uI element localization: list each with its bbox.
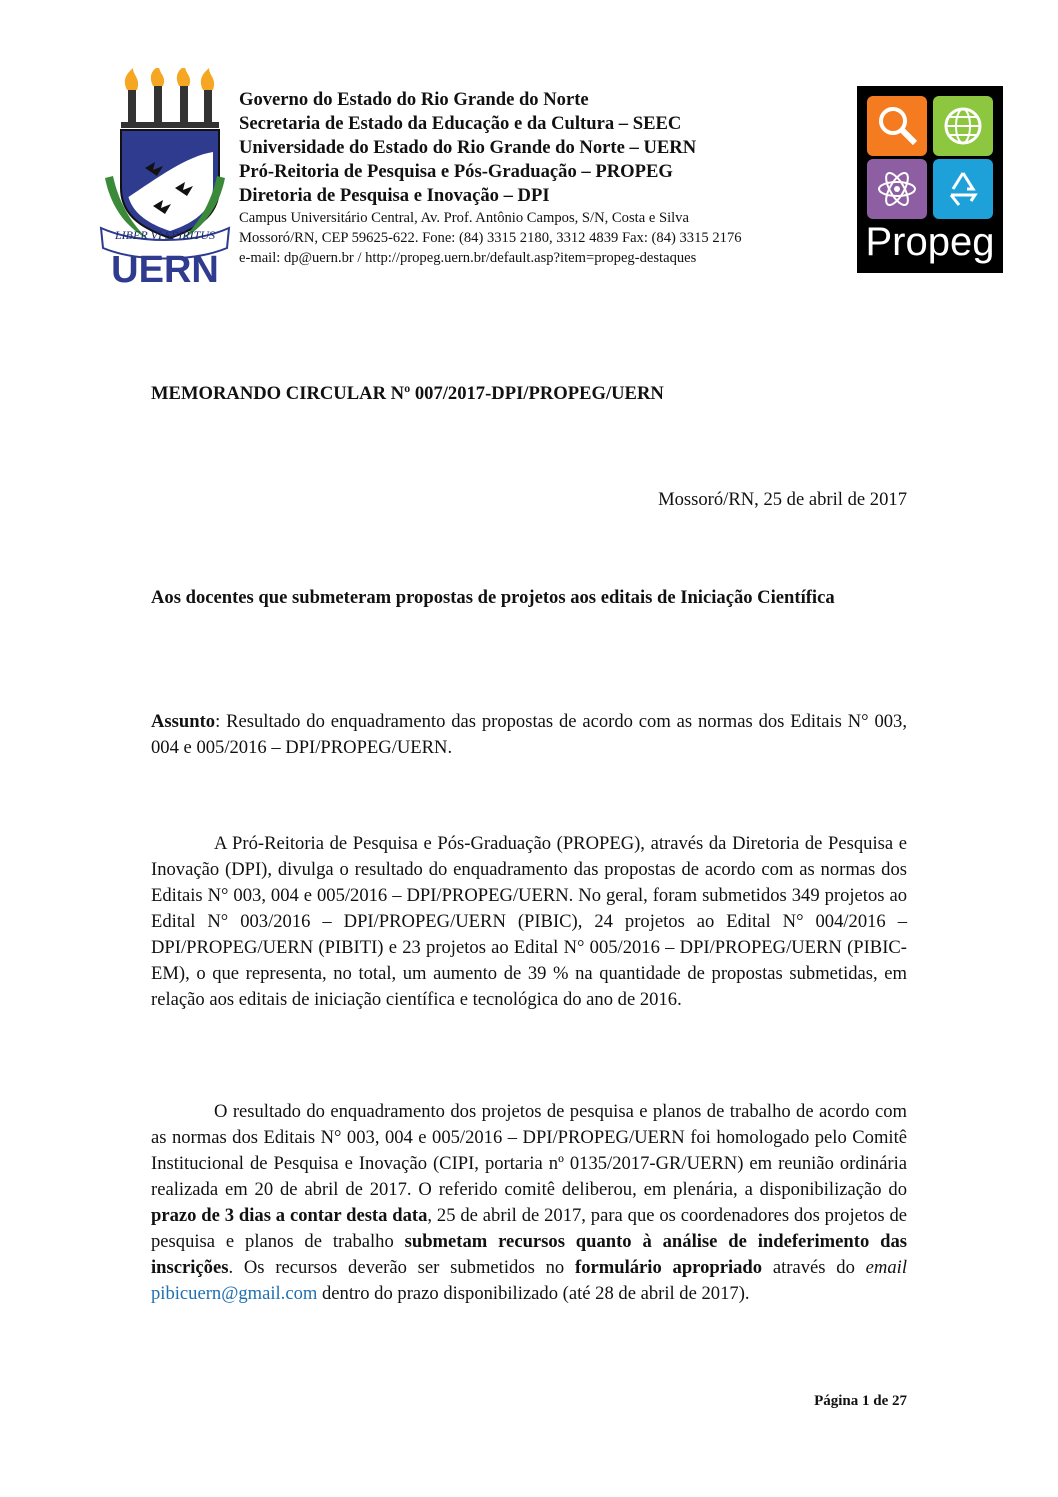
paragraph-2-part-3: . Os recursos deverão ser submetidos no (228, 1257, 575, 1278)
header-line-directorate: Diretoria de Pesquisa e Inovação – DPI (239, 185, 550, 206)
email-word: email (865, 1257, 907, 1278)
paragraph-1-text: A Pró-Reitoria de Pesquisa e Pós-Graduação (PROPEG), através da Diretoria de Pesquisa e Inovação (DPI), divulga o resultado do enquadramento das propostas de acordo com as normas dos Editais N° 003, 004 e 005/2016 – DPI/PROPEG/UERN. No geral, foram submetidos 349 projetos ao Edital N° 003/2016 – DPI/PROPEG/UERN (PIBIC), 24 projetos ao Edital N° 004/2016 – DPI/PROPEG/UERN (PIBITI) e 23 projetos ao Edital N° 005/2016 – DPI/PROPEG/UERN (PIBIC-EM), o que representa, no total, um aumento de 39 % na quantidade de propostas submetidas, em relação aos editais de iniciação científica e tecnológica do ano de 2016. (151, 833, 907, 1010)
paragraph-2-part-1: O resultado do enquadramento dos projetos de pesquisa e planos de trabalho de acordo com as normas dos Editais N° 003, 004 e 005/2016 – DPI/PROPEG/UERN foi homologado pelo Comitê Institucional de Pesquisa e Inovação (CIPI, portaria nº 0135/2017-GR/UERN) em reunião ordinária realizada em 20 de abril de 2017. O referido comitê deliberou, em plenária, a disponibilização do (151, 1101, 907, 1200)
paragraph-2-part-2: , 25 de abril de 2017, para que os coordenadores dos projetos de pesquisa e planos de trabalho (151, 1205, 907, 1252)
memo-paragraph-2 (151, 1099, 907, 1307)
header-line-pro-rectory: Pró-Reitoria de Pesquisa e Pós-Graduação – PROPEG (239, 161, 673, 182)
subject-label: Assunto (151, 711, 216, 732)
deadline-emphasis: prazo de 3 dias a contar desta data (151, 1205, 428, 1226)
globe-icon (933, 96, 993, 156)
institution-header (239, 88, 859, 268)
page-number: Página 1 de 27 (814, 1393, 907, 1409)
uern-motto: LIBER VI SPIRITUS (115, 228, 215, 242)
uern-logo (97, 68, 233, 290)
header-line-secretariat: Secretaria de Estado da Educação e da Cultura – SEEC (239, 113, 682, 134)
paragraph-2-part-4: através do (762, 1257, 866, 1278)
atom-icon (867, 159, 927, 219)
addressee-text: Aos docentes que submeteram propostas de projetos aos editais de Iniciação Científica (151, 587, 835, 608)
propeg-logo (857, 86, 1003, 273)
memo-subject (151, 709, 907, 761)
header-email: e-mail: dp@uern.br / http://propeg.uern.br/default.asp?item=propeg-destaques (239, 250, 697, 266)
email-link[interactable]: pibicuern@gmail.com (151, 1283, 318, 1304)
recycle-icon (933, 159, 993, 219)
header-line-university: Universidade do Estado do Rio Grande do Norte – UERN (239, 137, 697, 158)
appeal-emphasis: submetam recursos quanto à análise de indeferimento das inscrições (151, 1231, 907, 1278)
paragraph-2-part-6: dentro do prazo disponibilizado (até 28 de abril de 2017). (317, 1283, 750, 1304)
memo-title: MEMORANDO CIRCULAR Nº 007/2017-DPI/PROPEG/UERN (151, 383, 664, 404)
form-emphasis: formulário apropriado (575, 1257, 763, 1278)
uern-wordmark: UERN (111, 249, 219, 291)
header-contact: Mossoró/RN, CEP 59625-622. Fone: (84) 3315 2180, 3312 4839 Fax: (84) 3315 2176 (239, 230, 742, 246)
torches-icon (121, 68, 219, 128)
subject-text: : Resultado do enquadramento das propostas de acordo com as normas dos Editais N° 003, 004 e 005/2016 – DPI/PROPEG/UERN. (151, 711, 907, 758)
propeg-wordmark: Propeg (865, 220, 995, 264)
memo-paragraph-1 (151, 831, 907, 1013)
header-address: Campus Universitário Central, Av. Prof. Antônio Campos, S/N, Costa e Silva (239, 210, 689, 226)
memo-date: Mossoró/RN, 25 de abril de 2017 (658, 489, 907, 510)
header-line-government: Governo do Estado do Rio Grande do Norte (239, 89, 589, 110)
search-icon (867, 96, 927, 156)
memo-addressee (151, 585, 907, 611)
